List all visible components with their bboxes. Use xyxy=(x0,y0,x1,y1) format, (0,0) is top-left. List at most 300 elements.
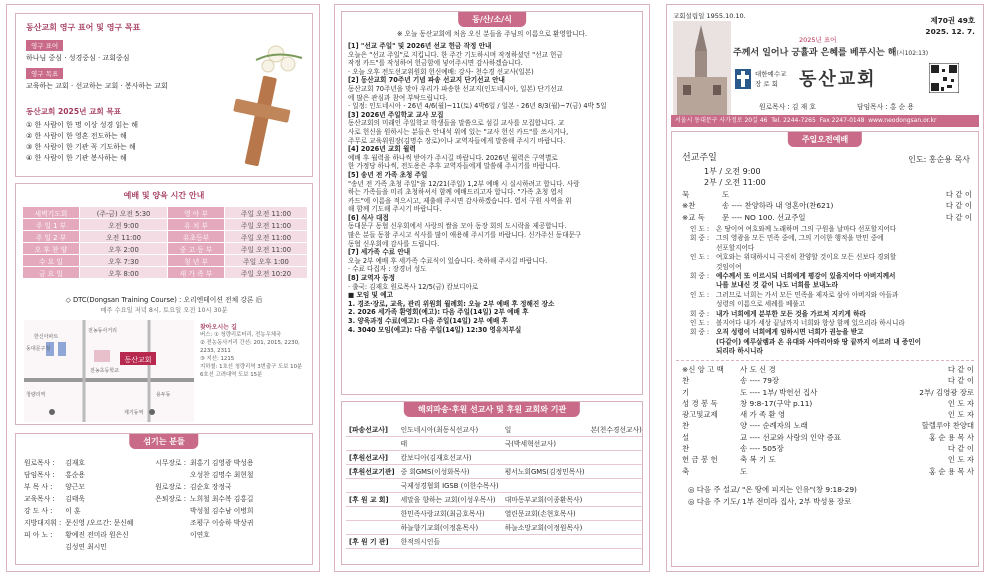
news-line: 작정 카드"를 작성하여 헌금함에 넣어주시면 감사하겠습니다. xyxy=(348,59,523,68)
order-row xyxy=(682,200,972,211)
table-cell: 주일 오전 11:00 xyxy=(224,243,307,255)
table-cell: 오후 8:00 xyxy=(79,267,167,279)
elder-pastor: 원로목사 : 김 재 호 xyxy=(759,103,816,111)
goal: 교육하는 교회 · 선교하는 교회 · 봉사하는 교회 xyxy=(26,82,168,90)
reading-speaker xyxy=(690,338,716,347)
reading-speaker: 회 중 : xyxy=(690,234,710,243)
vision-box xyxy=(15,13,313,177)
order-detail: 송 ---- 79장 xyxy=(740,376,780,386)
news-heading: [8] 교역자 동정 xyxy=(348,274,396,283)
goal-item: ② 한 사람이 한 영혼 전도하는 해 xyxy=(26,132,127,140)
map-info-line: ③ 지선: 1215 xyxy=(200,356,235,362)
goal2025-title: 동산교회 2025년 교회 목표 xyxy=(26,107,122,116)
service-order-box xyxy=(671,131,979,567)
news-line: 동산교회 70주년을 맞아 우리가 파송한 선교지(인도네시아, 일본) 단기선교 xyxy=(348,84,564,93)
table-cell: 금 요 일 xyxy=(23,267,80,279)
table-cell xyxy=(346,506,398,520)
table-cell: [후원선교사] xyxy=(346,450,398,464)
table-row xyxy=(22,480,255,492)
table-cell xyxy=(188,540,255,552)
table-cell: 김재호 xyxy=(65,459,85,467)
table-cell xyxy=(346,520,398,534)
news-box xyxy=(341,11,643,395)
table-cell xyxy=(588,464,643,478)
table-cell: 최홍기 김영광 박성용 xyxy=(190,459,254,467)
news-item xyxy=(348,145,638,171)
news-item xyxy=(348,76,638,110)
order-participant: 다 같 이 xyxy=(947,444,974,454)
table-row xyxy=(346,534,643,548)
map-church-label: 동산교회 xyxy=(124,356,152,364)
vision-title: 동산교회 영구 표어 및 영구 목표 xyxy=(26,23,141,32)
table-cell: 영 아 부 xyxy=(168,207,225,219)
map-label: 전농동사거리 xyxy=(88,328,117,334)
order-participant: 홍 순 용 목 사 xyxy=(928,466,974,476)
news-intro: ※ 오늘 동산교회에 처음 오신 분들을 주님의 이름으로 환영합니다. xyxy=(397,30,587,38)
order-row xyxy=(682,364,974,375)
table-cell: 오성찬 김명수 최현철 xyxy=(190,471,254,479)
reading-speaker xyxy=(690,347,716,356)
reading-line xyxy=(690,347,974,356)
order-participant: 다 같 이 xyxy=(945,212,972,222)
news-heading: [2] 동산교회 70주년 기념 파송 선교지 단기선교 안내 xyxy=(348,76,505,85)
reading-text: 되리라 하시니라 xyxy=(716,347,763,356)
church-building-image xyxy=(673,21,731,117)
news-item xyxy=(348,274,638,291)
map-label: 한신아파트 xyxy=(34,334,59,340)
news-item xyxy=(348,248,638,274)
table-cell: 주일 오전 11:00 xyxy=(224,219,307,231)
reading-text: 그러므로 너희는 가서 모든 민족을 제자로 삼아 아버지와 아들과 xyxy=(716,290,899,299)
table-row xyxy=(346,464,643,478)
table-cell: 주 일 1 부 xyxy=(23,219,80,231)
news-line: 2. 2026 세가족 환영회(예고): 다음 주일(14일) 2부 예배 후 xyxy=(348,308,529,317)
order-detail: 도 xyxy=(740,466,748,476)
order-row xyxy=(682,409,974,420)
denomination-line2: 장 로 회 xyxy=(755,80,778,88)
table-cell: [후 원 교 회] xyxy=(346,492,398,506)
table-cell: 유 치 부 xyxy=(168,219,225,231)
table-cell xyxy=(588,436,643,450)
order-detail: 새 가 족 환 영 xyxy=(740,410,786,420)
table-row xyxy=(22,504,255,516)
order-participant: 2부/ 김영광 장로 xyxy=(919,387,974,397)
table-cell: 새 가 족 부 xyxy=(168,267,225,279)
table-cell: 국(박세혁선교사) xyxy=(502,436,588,450)
map-info-line: 버스: ① 청량리로터리, 전농우체국 xyxy=(200,332,282,338)
reading-line xyxy=(690,310,974,319)
news-line: · 수료 다집자 : 장경녀 성도 xyxy=(348,265,427,274)
table-cell: 중 고 등 부 xyxy=(168,243,225,255)
order-item: ※찬 xyxy=(682,201,696,211)
reading-speaker: 회 중 : xyxy=(690,309,710,318)
order-row xyxy=(682,398,974,409)
news-item xyxy=(348,42,638,76)
map-label: 청량리역 xyxy=(26,392,46,398)
right-panel xyxy=(666,4,984,572)
table-cell: 김성연 최시민 xyxy=(65,543,107,551)
map-info-line: 6호선 고려대역 도보 15분 xyxy=(200,372,263,378)
table-cell: 박성철 김수남 이병희 xyxy=(190,507,254,515)
table-row xyxy=(346,520,643,534)
table-cell: 주일 오전 10:20 xyxy=(224,267,307,279)
news-line: · 일정: 인도네시아 - 26년 4/6(월)~11(토) 4박6일 / 일본 - 26년 8/3(월)~7(금) 4박 5일 xyxy=(348,102,607,111)
table-cell xyxy=(502,534,588,548)
senior-pastor: 담임목사 : 홍 순 용 xyxy=(857,103,914,111)
dtc-info: ◇ DTC(Dongsan Training Course) : 오리엔테이션 전체 강론 后 xyxy=(65,296,263,304)
worship-table xyxy=(22,206,308,279)
news-line: 예배 후 월력을 하나씩 받아가 주시길 바랍니다. 2026년 월력은 구역별로 xyxy=(348,153,558,162)
table-cell: 오전 11:00 xyxy=(79,231,167,243)
order-row xyxy=(682,454,974,465)
reading-text: 예수께서 또 이르시되 너희에게 평강이 있을지어다 아버지께서 xyxy=(716,272,896,281)
map-info-line: 지하철: 1호선 청량리역 3번출구 도보 10분 xyxy=(200,364,303,370)
news-heading: [4] 2026년 교회 월력 xyxy=(348,145,416,154)
table-row xyxy=(23,255,308,267)
order-item: 광고및교제 xyxy=(682,410,718,420)
cross-logo-icon xyxy=(735,69,751,89)
table-cell xyxy=(346,436,398,450)
news-item xyxy=(348,111,638,145)
table-cell: 이연호 xyxy=(190,531,210,539)
reading-speaker xyxy=(690,281,716,290)
map-label: 동대문구청 xyxy=(26,346,51,352)
map-info-line: 2233, 2311 xyxy=(200,348,231,354)
news-line: 하는 가족들을 미리 초청하셔서 함께 예배드리고자 합니다. "가족 초청 엽서 xyxy=(348,188,564,197)
reading-text: 그의 영광을 모든 민족 중에, 그의 기이한 행적을 만민 중에 xyxy=(716,234,884,243)
table-cell: (주-금) 오전 5:30 xyxy=(79,207,167,219)
order-item: 묵 xyxy=(682,190,690,199)
next-prayer: ◎ 다음 주 기도/ 1부 전미라 집사, 2부 박성용 장로 xyxy=(688,497,852,506)
goal2025-list xyxy=(26,120,138,164)
order-detail: 교 ---- 선교와 사랑의 인약 증표 xyxy=(740,432,841,442)
reading-speaker: 인 도 : xyxy=(690,253,710,262)
staff-box xyxy=(15,433,313,565)
table-row xyxy=(22,540,255,552)
table-cell: 일 xyxy=(502,422,588,436)
order-row xyxy=(682,375,974,386)
telephone: Tel. 2244-7265 xyxy=(771,117,816,124)
news-line: 한 가정당 하나씩, 전도용은 추후 교역자들에게 말씀해 주시기를 바랍니다. xyxy=(348,162,561,171)
missions-box xyxy=(341,401,643,565)
reading-text: 성령의 이름으로 세례를 베풀고 xyxy=(716,300,806,309)
table-cell: 한민족사랑교회(최금호목사) xyxy=(398,506,502,520)
goal-item: ① 한 사람이 한 명 이상 성경 읽는 해 xyxy=(26,121,138,129)
reading-text: 오직 성령이 너희에게 임하시면 너희가 권능을 받고 xyxy=(716,328,864,337)
order-row xyxy=(682,443,974,454)
table-cell: 황예진 전미라 원은신 xyxy=(65,531,129,539)
qr-code-image xyxy=(929,63,959,93)
reading-text: 것임이여 xyxy=(716,262,742,271)
table-cell: 인도네시아(최동식선교사) xyxy=(398,422,502,436)
table-cell: 열린문교회(손현호목사) xyxy=(502,506,588,520)
left-panel xyxy=(6,4,320,572)
news-line: 해 함께 기도해 주시기 바랍니다. xyxy=(348,205,442,214)
founded-date: 교회설립일 1955.10.10. xyxy=(673,12,746,20)
table-row xyxy=(346,506,643,520)
table-row xyxy=(22,456,255,468)
order-detail: 창 9:8-17(구약 p.11) xyxy=(740,398,813,408)
table-cell xyxy=(153,528,188,540)
reading-speaker: 인 도 : xyxy=(690,319,710,328)
order-detail: 송 ---- 505장 xyxy=(740,444,784,454)
service-title: 주일오전예배 xyxy=(788,132,862,147)
order-detail: 문 ---- NO 100. 선교주일 xyxy=(722,212,806,222)
responsive-reading xyxy=(690,225,974,357)
reading-speaker: 회 중 : xyxy=(690,328,710,337)
goal-item: ③ 한 사람이 한 기관 꼭 기도하는 해 xyxy=(26,143,136,151)
table-cell: 태 xyxy=(398,436,502,450)
table-cell: 중 회GMS(이성화목사) xyxy=(398,464,502,478)
reading-line xyxy=(690,263,974,272)
map-directions xyxy=(200,322,310,379)
table-row xyxy=(22,468,255,480)
order-participant: 인 도 자 xyxy=(947,455,974,465)
table-cell: 조평구 이승하 박상귀 xyxy=(190,519,254,527)
table-row xyxy=(22,516,255,528)
reading-text: 선포할지어다 xyxy=(716,243,755,252)
reading-speaker xyxy=(690,244,716,253)
table-cell: 오 후 찬 양 xyxy=(23,243,80,255)
news-heading: ■ 모임 및 예고 xyxy=(348,291,393,300)
order-row xyxy=(682,212,972,223)
table-cell: [후 원 기 관] xyxy=(346,534,398,548)
order-detail: 사 도 신 경 xyxy=(740,365,776,374)
annual-motto xyxy=(733,45,928,58)
news-heading: [1] "선교 주일" 및 2026년 선교 헌금 작정 안내 xyxy=(348,42,492,50)
order-item: 기 xyxy=(682,387,690,397)
table-cell: 본(천수경선교사) xyxy=(588,422,643,436)
reading-line xyxy=(690,234,974,243)
service-time: 2부 / 오전 11:00 xyxy=(704,178,766,187)
order-row xyxy=(682,387,974,398)
cross-flower-image xyxy=(216,40,308,172)
church-map xyxy=(24,320,194,422)
table-cell: 한적의시인들 xyxy=(398,534,502,548)
reading-line xyxy=(690,244,974,253)
news-line: 에 많은 관심과 참여 부탁드립니다. xyxy=(348,93,448,102)
news-title: 동/산/소/식 xyxy=(458,12,526,27)
table-cell xyxy=(588,506,643,520)
table-row xyxy=(23,207,308,219)
staff-table xyxy=(22,456,255,552)
order-row xyxy=(682,189,972,200)
address: 서울시 동대문구 사가정로 20길 46 xyxy=(675,117,768,124)
table-cell: 주일 오전 11:00 xyxy=(224,207,307,219)
table-cell: 홍순용 xyxy=(65,471,85,479)
table-row xyxy=(23,219,308,231)
table-cell: 캄보디아(김재호선교사) xyxy=(398,450,502,464)
table-cell xyxy=(588,534,643,548)
reading-line xyxy=(690,291,974,300)
news-line: 4. 3040 모임(예고): 다음 주일(14일) 12:30 영유치부실 xyxy=(348,325,522,334)
table-cell xyxy=(346,478,398,492)
table-cell xyxy=(153,504,188,516)
worship-box xyxy=(15,183,313,425)
table-row xyxy=(346,436,643,450)
reading-line xyxy=(690,253,974,262)
motto-label: 2025년 표어 xyxy=(799,36,837,44)
order-participant: 다 같 이 xyxy=(945,190,972,199)
table-cell xyxy=(502,478,588,492)
news-line: 사로 헌신을 원하시는 분들은 안내석 위에 있는 "교사 헌신 카드"를 쓰시거나, xyxy=(348,127,569,136)
order-item: 찬 xyxy=(682,421,690,431)
order-detail: 도 ---- 1부/ 박헌선 집사 xyxy=(740,387,818,397)
goal-tag: 영구 목표 xyxy=(26,68,63,79)
motto: 하나님 중심 · 성경중심 · 교회중심 xyxy=(26,54,130,62)
reading-line xyxy=(690,328,974,337)
denomination-line1: 대한예수교 xyxy=(755,70,787,78)
order-item: 찬 xyxy=(682,376,690,386)
table-cell: 대마동부교회(이종환목사) xyxy=(502,492,588,506)
table-cell: 김순호 장정국 xyxy=(190,483,232,491)
order-detail: 축 복 기 도 xyxy=(740,455,776,465)
table-cell: 새벽기도회 xyxy=(23,207,80,219)
next-sermon: ◎ 다음 주 설교/ "온 땅에 피지는 인유"(창 9:18-29) xyxy=(688,485,857,494)
table-cell: 부 목 사 : xyxy=(24,483,53,491)
table-cell: 피 아 노 : xyxy=(24,531,53,539)
reading-text: 나를 보내신 것 같이 나도 너희를 보내노라 xyxy=(716,281,839,290)
divider xyxy=(676,360,974,361)
order-item: ※신 앙 고 백 xyxy=(682,365,724,374)
table-cell: 수 요 일 xyxy=(23,255,80,267)
table-cell: 김태욱 xyxy=(65,495,85,503)
order-item: 설 xyxy=(682,432,690,442)
news-line: "송년 전 가족 초청 주일"을 12/21(주일) 1,2부 예배 시 실시하려고 합니다. 사랑 xyxy=(348,179,580,188)
table-row xyxy=(346,478,643,492)
table-cell: 강 도 사 : xyxy=(24,507,53,515)
order-detail: 송 ---- 찬양하라 내 영혼아(찬621) xyxy=(722,201,834,211)
table-cell: 양근모 xyxy=(65,483,85,491)
table-row xyxy=(22,492,255,504)
order-participant: 인 도 자 xyxy=(947,398,974,408)
news-line: 오늘은 "선교 주일"로 지킵니다. 한 주간 기도하시며 작정하셨던 "선교 헌금 xyxy=(348,50,563,59)
issue-date: 2025. 12. 7. xyxy=(925,27,975,36)
order-row xyxy=(682,432,974,443)
table-cell: 국제성경협회 IGSB (이한수목사) xyxy=(398,478,502,492)
missions-table xyxy=(346,422,643,549)
worship-leader: 인도: 홍순용 목사 xyxy=(908,155,970,164)
table-cell: 노희철 최수복 김홍길 xyxy=(190,495,254,503)
news-line: 동협 신우회에 감사를 드립니다. xyxy=(348,239,440,248)
reading-text: (다같이) 예루살렘과 온 유대와 사마리아와 땅 끝까지 이르러 내 증인이 xyxy=(716,337,922,346)
table-cell xyxy=(588,492,643,506)
news-heading: [7] 세가족 수료 안내 xyxy=(348,248,411,257)
reading-line xyxy=(690,300,974,309)
news-line: · 오늘 오후 전도선교위원회 헌신예배: 강사- 천수경 선교사(일본) xyxy=(348,67,534,76)
order-section-2 xyxy=(682,364,974,477)
staff-title: 섬기는 분들 xyxy=(129,434,198,449)
reading-text: 온 땅이여 여호와께 노래하며 그의 구원을 날마다 선포할지어다 xyxy=(716,225,897,233)
news-line: 카드"에 이름을 적으시고, 제출해 주시면 감사하겠습니다. 엽서 구원 사역을 위 xyxy=(348,196,572,205)
reading-line xyxy=(690,225,974,234)
church-name: 동산교회 xyxy=(799,69,877,90)
reading-speaker: 회 중 : xyxy=(690,272,710,281)
table-cell: 평서노회GMS(김정민목사) xyxy=(502,464,588,478)
table-cell: 지방대지휘 : xyxy=(24,519,62,527)
order-participant: 인 도 자 xyxy=(947,410,974,420)
table-cell: 시무장로 : xyxy=(155,459,186,467)
order-row xyxy=(682,466,974,477)
news-item xyxy=(348,291,638,334)
reading-line xyxy=(690,281,974,290)
news-line: · 출국: 김재호 원로목사 12/5(금) 캄보디아로 xyxy=(348,282,479,291)
reading-line xyxy=(690,338,974,347)
annual-motto-ref: (시102:13) xyxy=(896,50,929,57)
motto-tag: 영구 표어 xyxy=(26,40,63,51)
table-cell: 주일 오전 11:00 xyxy=(224,231,307,243)
table-cell: 원로목사 : xyxy=(24,459,55,467)
news-heading: [5] 송년 전 가족 초청 주일 xyxy=(348,170,428,179)
table-row xyxy=(23,243,308,255)
table-row xyxy=(23,267,308,279)
table-cell: 하늘향기교회(이정훈목사) xyxy=(398,520,502,534)
table-cell xyxy=(153,516,188,528)
news-line: 3. 양육과정 수료(예고): 다음 주일(14일) 2부 예배 후 xyxy=(348,317,508,325)
order-participant: 홍 순 용 목 사 xyxy=(928,432,974,442)
missions-title: 해외파송·후원 선교사 및 후원 교회와 기관 xyxy=(404,402,580,417)
table-cell: 오후 7:30 xyxy=(79,255,167,267)
table-cell: 은퇴장로 : xyxy=(155,495,186,503)
table-cell: 오전 9:00 xyxy=(79,219,167,231)
order-participant: 다 같 이 xyxy=(947,376,974,386)
table-cell: 주일 오후 1:00 xyxy=(224,255,307,267)
order-detail: 양 ---- 순례자의 노래 xyxy=(740,421,808,431)
worship-title: 예배 및 양육 시간 안내 xyxy=(123,191,205,200)
map-label: 용두동 xyxy=(156,392,171,398)
service-subtitle: 선교주일 xyxy=(682,153,717,163)
reading-speaker: 인 도 : xyxy=(690,225,710,233)
table-cell xyxy=(588,478,643,492)
table-row xyxy=(22,528,255,540)
table-cell: 문신영 /오르간: 문신혜 xyxy=(65,519,134,527)
reading-speaker xyxy=(690,263,716,272)
reading-text: 볼지어다 내가 세상 끝날까지 너희와 항상 함께 있으리라 하시니라 xyxy=(716,319,905,328)
table-cell xyxy=(153,468,188,480)
table-cell: 담임목사 : xyxy=(24,471,55,479)
map-info-title: 찾아오시는 길 xyxy=(200,324,237,331)
reading-speaker: 인 도 : xyxy=(690,290,710,299)
table-cell: 오후 2:00 xyxy=(79,243,167,255)
website: www.neodongsan.or.kr xyxy=(868,117,937,124)
news-heading: [3] 2026년 주일학교 교사 모집 xyxy=(348,110,444,119)
table-cell: 청 년 부 xyxy=(168,255,225,267)
order-section-1 xyxy=(682,189,972,223)
reading-speaker xyxy=(690,300,716,309)
order-item: 축 xyxy=(682,466,690,476)
dtc-schedule: 매주 수요일 저녁 8시, 토요일 오전 10시 30분 xyxy=(100,307,228,314)
news-line: 1. 경조·장로, 교육, 관리 위원회 월례회: 오늘 2부 예배 후 정해진 장소 xyxy=(348,299,555,308)
table-row xyxy=(346,450,643,464)
map-info-line: ② 전농동사거리 간선: 201, 2015, 2230, xyxy=(200,340,300,346)
fax: Fax 2247-0148 xyxy=(819,117,865,124)
news-heading: [6] 식사 대접 xyxy=(348,213,389,222)
news-item xyxy=(348,214,638,248)
order-participant: 할렐루야 찬양대 xyxy=(921,421,974,431)
news-item xyxy=(348,171,638,214)
reading-text: 여호와는 위대하시니 극진히 찬양할 것이요 모든 신보다 경외할 xyxy=(716,253,897,262)
table-cell: 주 일 2 부 xyxy=(23,231,80,243)
news-line: 오늘 2부 예배 후 세가족 수료식이 있습니다. 축하해 주시길 바랍니다. xyxy=(348,256,548,265)
table-cell: 유초등부 xyxy=(168,231,225,243)
table-row xyxy=(346,492,643,506)
order-item: 헌 금 봉 헌 xyxy=(682,455,718,465)
table-cell: 원로장로 : xyxy=(155,483,186,491)
news-list xyxy=(348,42,638,334)
goal-item: ④ 한 사람이 한 기관 봉사하는 해 xyxy=(26,154,127,162)
news-line: 동산교회의 미래인 주일학교 학생들을 말씀으로 섬길 교사를 모집합니다. 교 xyxy=(348,119,565,128)
table-cell: 세말을 향하는 교회(이성우목사) xyxy=(398,492,502,506)
